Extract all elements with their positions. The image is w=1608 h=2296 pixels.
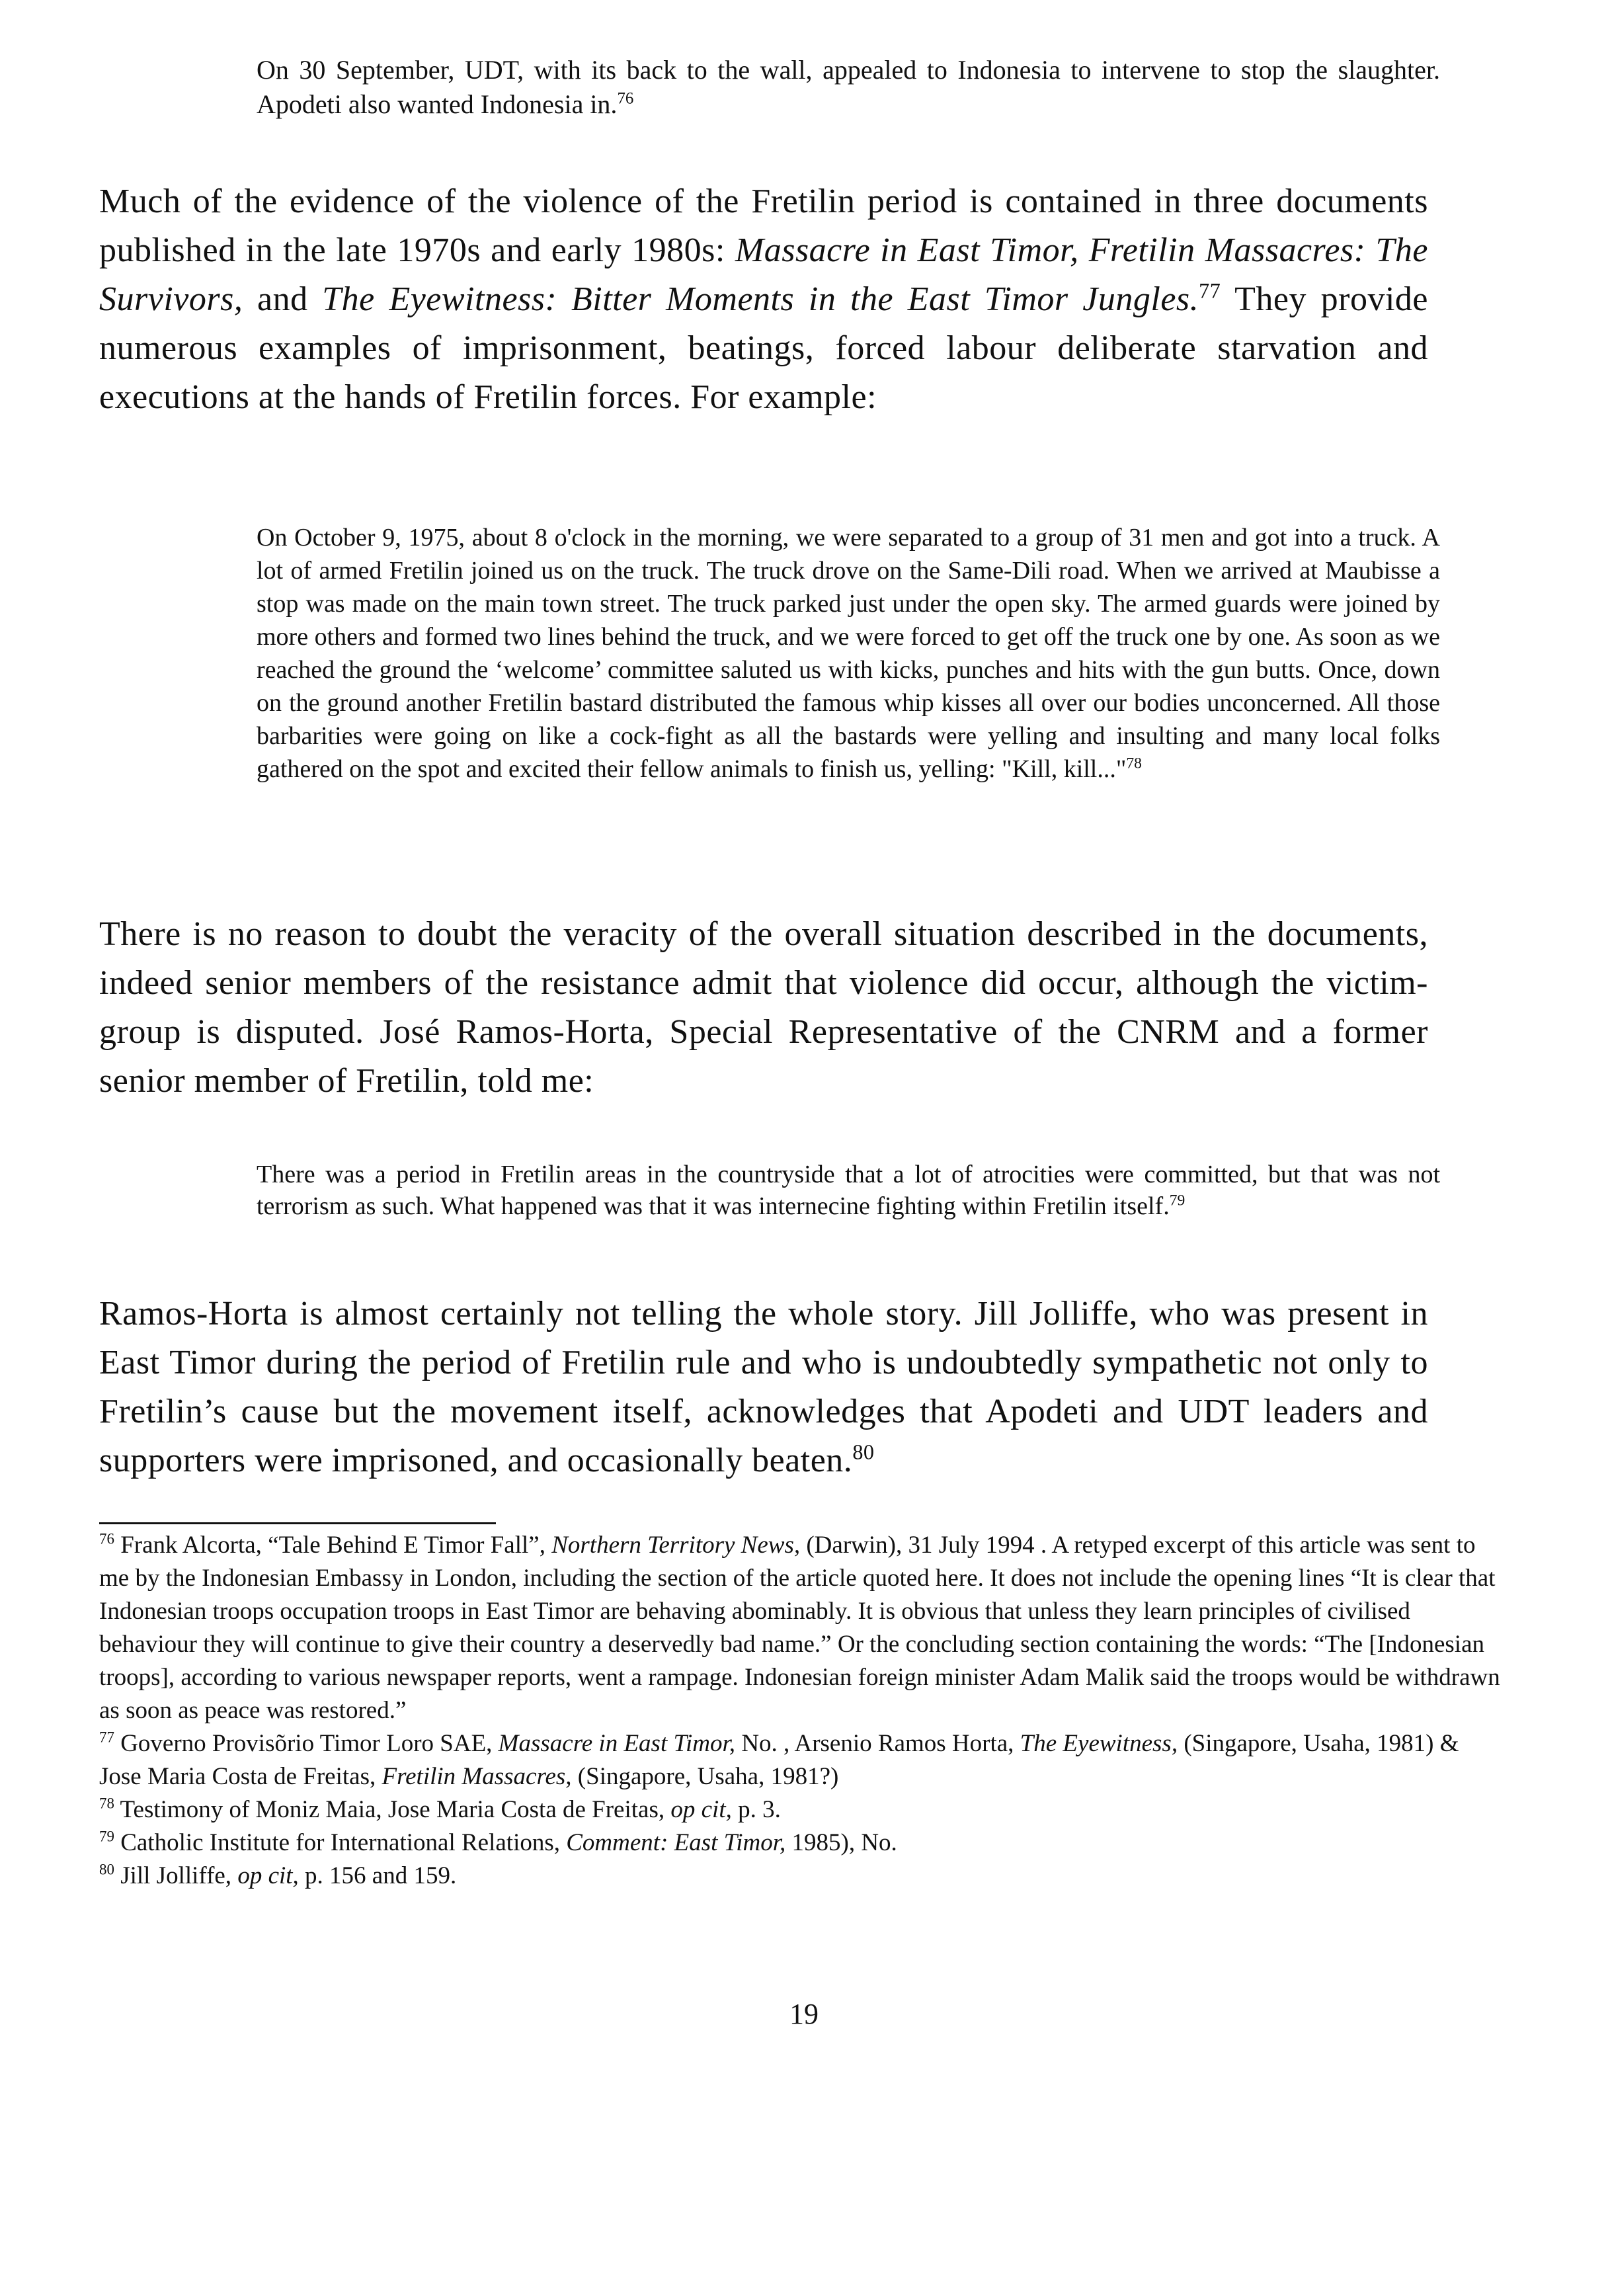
footnote-ref: 80 — [852, 1440, 875, 1464]
title-fretilin-massacres: Fretilin Massacres: The Survivors, — [99, 231, 1428, 318]
footnote-ref: 78 — [1126, 755, 1142, 772]
footnote-80: $^{80}$ Jill Jolliffe, op cit, p. 156 and 159. — [99, 1861, 457, 1889]
footnote-ref: 79 — [1169, 1192, 1186, 1210]
footnote-ref: 76 — [617, 89, 634, 108]
footnote-79: $^{79}$ Catholic Institute for International Relations, Comment: East Timor, 1985), No. — [99, 1828, 897, 1856]
footnote-78: $^{78}$ Testimony of Moniz Maia, Jose Maria Costa de Freitas, op cit, p. 3. — [99, 1795, 781, 1823]
block-quote-ramos-horta: There was a period in Fretilin areas in the countryside that a lot of atrocities were committed, but that was not terrorism as such. What happened was that it was internecine fighting within Fretilin itself.$^{79}$ — [257, 1161, 1440, 1220]
title-massacre-in-east-timor: Massacre in East Timor, — [735, 231, 1079, 269]
footnotes — [99, 1529, 1501, 1893]
footnote-ref: 77 — [1199, 278, 1221, 303]
block-quote-testimony: On October 9, 1975, about 8 o'clock in the morning, we were separated to a group of 31 men and got into a truck. A lot of armed Fretilin joined us on the truck. The truck drove on the Same-Dili road. When we arrived at Maubisse a stop was made on the main town street. The truck parked just under the open sky. The armed guards were joined by more others and formed two lines behind the truck, and we were forced to get off the truck one by one. As soon as we reached the ground the ‘welcome’ committee saluted us with kicks, punches and hits with the gun butts. Once, down on the ground another Fretilin bastard distributed the famous whip kisses all over our bodies unconcerned. All those barbarities were going on like a cock-fight as all the bastards were yelling and insulting and many local folks gathered on the spot and excited their fellow animals to finish us, yelling: "Kill, kill..."$^{78}$ — [257, 524, 1440, 783]
paragraph-2: There is no reason to doubt the veracity of the overall situation described in the documents, indeed senior members of the resistance admit that violence did occur, although the victim-group is disputed. José Ramos-Horta, Special Representative of the CNRM and a former senior member of Fretilin, told me: — [99, 915, 1428, 1100]
title-the-eyewitness: The Eyewitness: Bitter Moments in the East Timor Jungles. — [322, 280, 1199, 318]
footnote-divider — [99, 1522, 496, 1524]
paragraph-3: Ramos-Horta is almost certainly not telling the whole story. Jill Jolliffe, who was present in East Timor during the period of Fretilin rule and who is undoubtedly sympathetic not only to Fretilin’s cause but the movement itself, acknowledges that Apodeti and UDT leaders and supporters were imprisoned, and occasionally beaten.$^{80}$ — [99, 1295, 1428, 1479]
paragraph-1: Much of the evidence of the violence of the Fretilin period is contained in three documents published in the late 1970s and early 1980s: Massacre in East Timor, Fretilin Massacres: The Survivors, and The Eyewitness: Bitter Moments in the East Timor Jungles.$^{77}$ They provide numerous examples of imprisonment, beatings, forced labour deliberate starvation and executions at the hands of Fretilin forces. For example: — [99, 183, 1428, 416]
block-quote-top — [257, 53, 1440, 122]
footnote-76: $^{76}$ Frank Alcorta, “Tale Behind E Timor Fall”, Northern Territory News, (Darwin), 31 July 1994 . A retyped excerpt of this article was sent to me by the Indonesian Embassy in London, including the section of the article quoted here. It does not include the opening lines “It is clear that Indonesian troops occupation troops in East Timor are behaving abominably. It is obvious that unless they learn principles of civilised behaviour they will continue to give their country a deservedly bad name.” Or the concluding section containing the words: “The [Indonesian troops], according to various newspaper reports, went a rampage. Indonesian foreign minister Adam Malik said the troops would be withdrawn as soon as peace was restored.” — [99, 1530, 1500, 1724]
quote-text: On 30 September, UDT, with its back to the wall, appealed to Indonesia to intervene to stop the slaughter. Apodeti also wanted Indonesia in. — [257, 55, 1440, 119]
footnote-77: $^{77}$ Governo Provisõrio Timor Loro SAE, Massacre in East Timor, No. , Arsenio Ramos Horta, The Eyewitness, (Singapore, Usaha, 1981) & Jose Maria Costa de Freitas, Fretilin Massacres, (Singapore, Usaha, 1981?) — [99, 1729, 1459, 1790]
page-number: 19 — [789, 1998, 819, 2030]
